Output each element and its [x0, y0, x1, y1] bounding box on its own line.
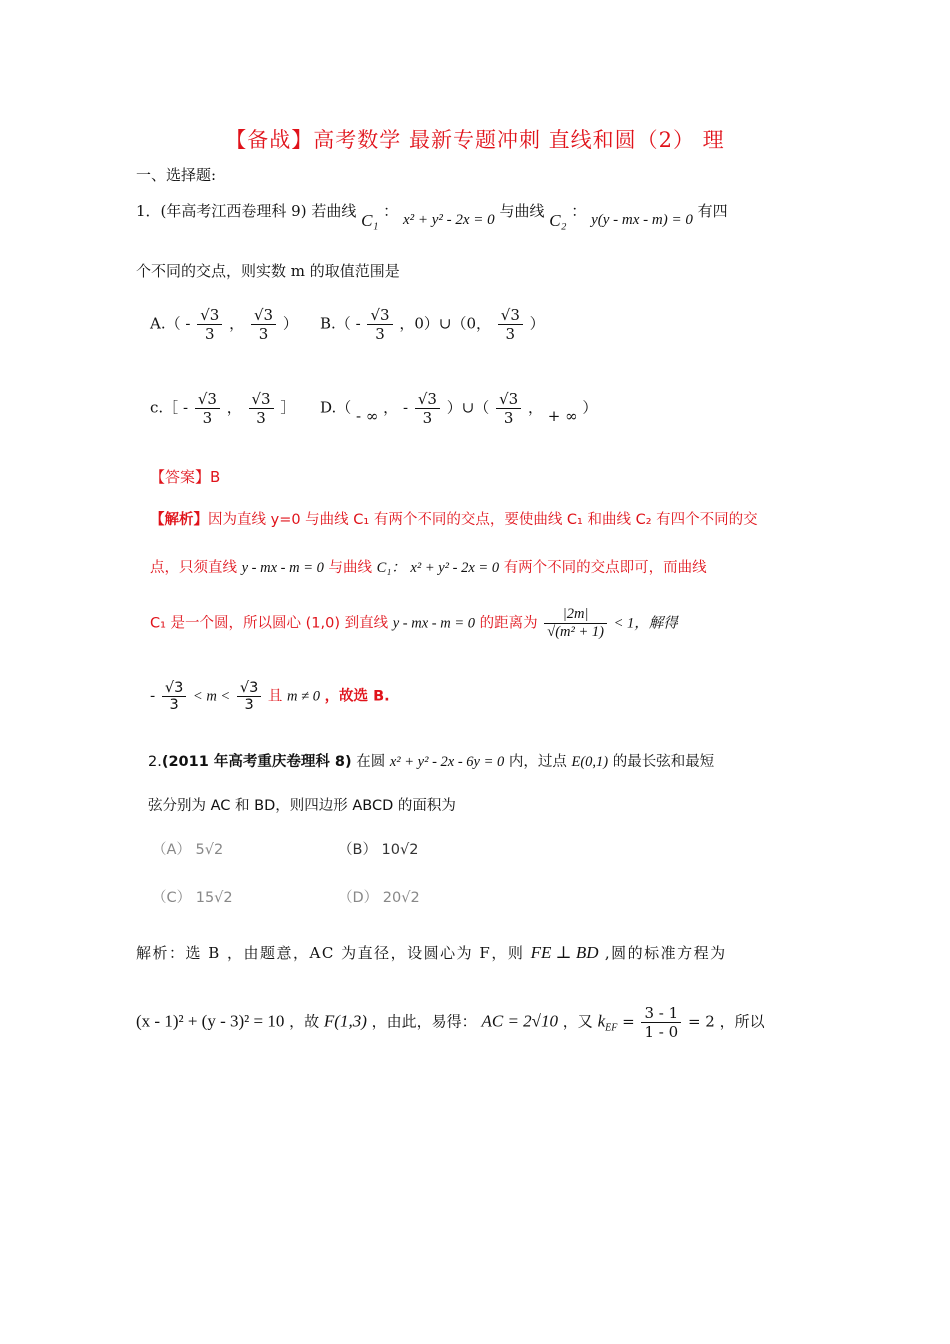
option-b-mid: ，0）∪（0，: [399, 314, 491, 333]
q1-c1: C₁: [361, 211, 379, 230]
analysis-line-2: [150, 556, 707, 577]
q2-point: E(0,1): [571, 754, 609, 770]
page-title: 【备战】高考数学 最新专题冲刺 直线和圆（2） 理: [225, 128, 725, 152]
solution-2-line-2-b: ，由此，易得：: [371, 1012, 477, 1031]
q1-c2: C₂: [549, 211, 567, 230]
analysis-line-3-eq: y - mx - m = 0: [392, 615, 476, 632]
option-b-frac2: $\frac{√3}{3}$: [498, 306, 523, 343]
analysis-line-3-frac: $\frac{|2m|}{\text{√(m² + 1)}}$: [544, 606, 607, 641]
solution-2-circle-eq: (x - 1)² + (y - 3)² = 10: [136, 1011, 285, 1031]
option-b-minus: -: [355, 314, 361, 333]
option-c-label: c.［: [150, 398, 179, 417]
q2-text-b: 内，过点: [508, 754, 567, 770]
solution-2-line-2: [136, 1004, 765, 1041]
analysis-line-4-b: 且: [267, 688, 283, 705]
option-d-inf2: + ∞: [547, 406, 578, 425]
solution-2-result: = 2: [687, 1012, 715, 1031]
analysis-line-2-eq: y - mx - m = 0: [241, 560, 324, 576]
option-b-frac1: $\frac{√3}{3}$: [367, 306, 392, 343]
q1-eq2: y(y - mx - m) = 0: [591, 212, 693, 228]
option-c-minus: -: [182, 398, 189, 417]
analysis-label: 【解析】: [150, 512, 208, 528]
q2-text-c: 的最长弦和最短: [612, 754, 715, 770]
q2-option-a: （A） 5√2: [152, 842, 224, 858]
solution-2-line-1-a: 解析：选 B ，由题意，AC 为直径，设圆心为 F，则: [136, 944, 525, 962]
analysis-line-4-frac2: $\frac{√3}{3}$: [237, 680, 261, 713]
option-d-end: ）: [582, 398, 598, 417]
option-c-comma: ，: [226, 398, 242, 417]
q2-text-a: 在圆: [356, 754, 386, 770]
question-1-line-1: [136, 200, 728, 230]
option-c: [150, 390, 295, 427]
solution-2-line-2-a: ，故: [289, 1012, 320, 1031]
solution-2-line-2-c: ，又: [562, 1012, 593, 1031]
option-d-inf1: - ∞: [356, 406, 379, 425]
answer-label: 【答案】B: [150, 468, 221, 486]
q1-suffix: 有四: [697, 202, 728, 220]
option-d-minus: -: [402, 398, 409, 417]
option-a-frac2: $\frac{√3}{3}$: [251, 306, 276, 343]
option-d-comma2: ，: [527, 398, 543, 417]
option-a-minus: -: [185, 314, 191, 333]
q2-option-b: （B） 10√2: [338, 842, 419, 858]
option-b-end: ）: [529, 314, 545, 333]
analysis-line-4-cond: m ≠ 0: [287, 688, 320, 705]
analysis-line-4-c: ，故选 B.: [324, 688, 390, 705]
analysis-line-4: [150, 680, 390, 713]
analysis-line-3-c: < 1，解得: [613, 615, 678, 632]
option-a-label: A.（: [150, 314, 181, 333]
analysis-line-3: [150, 606, 678, 641]
q1-eq1: x² + y² - 2x = 0: [402, 212, 495, 228]
solution-2-k-sub: EF: [605, 1022, 618, 1034]
section-heading: 一、选择题:: [136, 166, 217, 184]
question-2-line-2: 弦分别为 AC 和 BD，则四边形 ABCD 的面积为: [148, 798, 456, 814]
option-a-comma: ，: [229, 314, 245, 333]
solution-2-line-2-d: ，所以: [719, 1012, 765, 1031]
analysis-line-4-minus: -: [150, 688, 156, 705]
q2-option-c: （C） 15√2: [152, 890, 233, 906]
question-1-line-2: 个不同的交点，则实数 m 的取值范围是: [136, 262, 400, 280]
analysis-line-1: [150, 508, 758, 529]
analysis-line-1-text: 因为直线 y=0 与曲线 C₁ 有两个不同的交点，要使曲线 C₁ 和曲线 C₂ 有四个不同的交: [208, 512, 758, 528]
solution-2-equals: =: [622, 1012, 635, 1031]
q1-colon2: ：: [571, 202, 587, 220]
option-c-frac2: $\frac{√3}{3}$: [249, 390, 274, 427]
option-d-mid: ）∪（: [446, 398, 490, 417]
option-d-frac1: $\frac{√3}{3}$: [415, 390, 440, 427]
analysis-line-2-c: 有两个不同的交点即可，而曲线: [503, 560, 707, 576]
solution-2-line-1: [136, 942, 727, 963]
q1-colon1: ：: [383, 202, 399, 220]
option-b: [320, 306, 545, 343]
q2-source: (2011 年高考重庆卷理科 8): [161, 754, 352, 770]
analysis-line-2-b: 与曲线: [328, 560, 372, 576]
analysis-line-3-b: 的距离为: [479, 615, 538, 632]
option-d-label: D.（: [320, 398, 352, 417]
q1-mid: 与曲线: [499, 202, 545, 220]
option-a-frac1: $\frac{√3}{3}$: [197, 306, 222, 343]
option-d-comma1: ，: [383, 398, 399, 417]
analysis-line-2-c1: C₁：: [376, 560, 406, 576]
option-c-frac1: $\frac{√3}{3}$: [195, 390, 220, 427]
analysis-line-4-frac1: $\frac{√3}{3}$: [162, 680, 186, 713]
option-d: [320, 390, 597, 427]
analysis-line-4-lt: < m <: [192, 688, 231, 705]
analysis-line-2-eq2: x² + y² - 2x = 0: [410, 560, 500, 576]
option-b-label: B.（: [320, 314, 351, 333]
option-a-end: ）: [282, 314, 298, 333]
q2-prefix: 2.: [148, 754, 162, 770]
option-d-frac2: $\frac{√3}{3}$: [496, 390, 521, 427]
option-c-end: ］: [280, 398, 296, 417]
q1-prefix: 1．(年高考江西卷理科 9) 若曲线: [136, 202, 357, 220]
solution-2-line-1-b: ,圆的标准方程为: [604, 944, 727, 962]
q2-option-d: （D） 20√2: [338, 890, 420, 906]
analysis-line-2-a: 点，只须直线: [150, 560, 237, 576]
solution-2-ac: AC = 2√10: [481, 1011, 558, 1031]
solution-2-line-1-eq: FE ⊥ BD: [530, 943, 599, 962]
solution-2-center: F(1,3): [323, 1011, 367, 1031]
solution-2-slope-frac: $\frac{3 - 1}{1 - 0}$: [641, 1004, 681, 1041]
q2-eq: x² + y² - 2x - 6y = 0: [389, 754, 505, 770]
question-2-line-1: [148, 750, 714, 771]
solution-2-k: k: [597, 1011, 606, 1031]
option-a: [150, 306, 298, 343]
analysis-line-3-a: C₁ 是一个圆，所以圆心 (1,0) 到直线: [150, 615, 389, 632]
